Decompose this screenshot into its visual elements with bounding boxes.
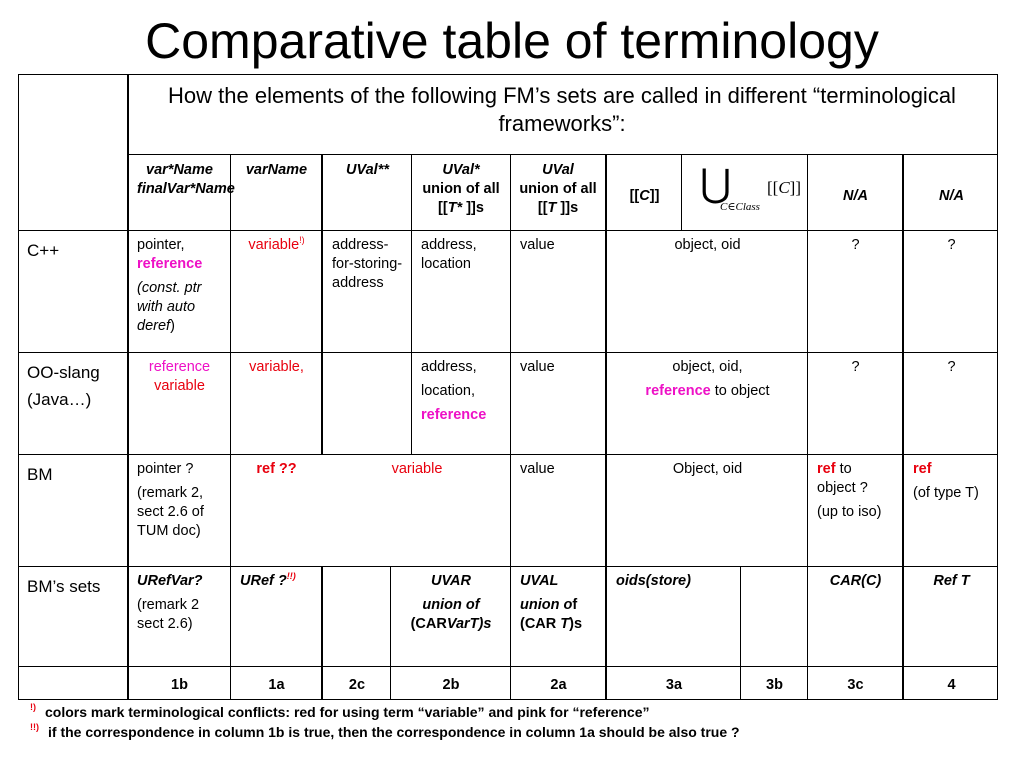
footnote-1: !) colors mark terminological conflicts: red for using term “variable” and pink for “reference” — [30, 702, 650, 720]
row-divider — [18, 666, 998, 667]
col-id-1b: 1b — [171, 677, 188, 693]
union-formula: ⋃ C∈Class [[C]] — [700, 163, 801, 213]
bm-4: ref (of type T) — [913, 461, 979, 501]
row-divider — [128, 154, 998, 155]
bms-3a: oids(store) — [616, 573, 691, 589]
oo-2b: address, location, reference — [421, 359, 487, 423]
col-head-2c: UVal** — [346, 162, 389, 178]
col-id-2b: 2b — [442, 677, 460, 693]
oo-2a: value — [520, 359, 555, 375]
oo-1b: reference variable — [148, 359, 211, 394]
col-id-3c: 3c — [847, 677, 864, 693]
col-id-1a: 1a — [268, 677, 285, 693]
row-label-oo: OO-slang (Java…) — [27, 363, 100, 409]
oo-3c: ? — [851, 359, 860, 375]
col-divider — [321, 154, 323, 454]
oo-1a: variable, — [249, 359, 304, 375]
cpp-1a: variable!) — [248, 235, 305, 253]
oo-3a: object, oid, reference to object — [645, 359, 770, 399]
row-label-bm: BM — [27, 465, 53, 484]
bms-1b: URefVar? (remark 2 sect 2.6) — [137, 573, 203, 632]
col-id-2a: 2a — [550, 677, 567, 693]
col-id-2c: 2c — [348, 677, 366, 693]
bms-2a: UVAL union of (CAR T)s — [520, 573, 583, 632]
bms-1a: URef ?!!) — [240, 571, 296, 589]
footnote-2: !!) if the correspondence in column 1b is true, then the correspondence in column 1a should be also true ? — [30, 722, 740, 740]
cpp-3c: ? — [851, 237, 860, 253]
col-head-1b: var*Name finalVar*Name — [137, 162, 235, 197]
cpp-2c: address-for-storing-address — [332, 237, 403, 291]
col-head-4: N/A — [939, 188, 964, 204]
oo-4: ? — [947, 359, 956, 375]
col-head-2a: UVal union of all [[T ]]s — [519, 162, 597, 216]
col-head-3a: [[C]] — [629, 188, 660, 204]
bms-2b: UVAR union of (CARVarT)s — [410, 573, 492, 632]
col-id-3b: 3b — [766, 677, 783, 693]
row-label-cpp: C++ — [27, 241, 60, 260]
row-label-bm-sets: BM’s sets — [27, 577, 101, 596]
bm-2c: variable — [391, 461, 443, 477]
cpp-3a: object, oid — [674, 237, 741, 253]
cpp-2a: value — [520, 237, 555, 253]
bm-1b: pointer ? (remark 2, sect 2.6 of TUM doc) — [137, 461, 204, 539]
table-header-text: How the elements of the following FM’s sets are called in different “terminological frameworks”: — [168, 83, 956, 136]
bm-3a: Object, oid — [672, 461, 743, 477]
col-head-1a: varName — [245, 162, 308, 178]
bm-1a: ref ?? — [256, 461, 297, 477]
col-head-2b: UVal* union of all [[T* ]]s — [422, 162, 500, 216]
cpp-4: ? — [947, 237, 956, 253]
col-id-4: 4 — [947, 677, 956, 693]
bms-4: Ref T — [933, 573, 970, 589]
page-title: Comparative table of terminology — [145, 13, 879, 69]
bm-3c: ref to object ? (up to iso) — [817, 461, 882, 520]
bms-3c: CAR(C) — [829, 573, 882, 589]
cpp-1b: pointer, reference (const. ptr with auto deref) — [137, 237, 203, 334]
col-head-3c: N/A — [843, 188, 868, 204]
col-id-3a: 3a — [665, 677, 683, 693]
bm-2a: value — [520, 461, 555, 477]
cpp-2b: address, location — [421, 237, 477, 272]
